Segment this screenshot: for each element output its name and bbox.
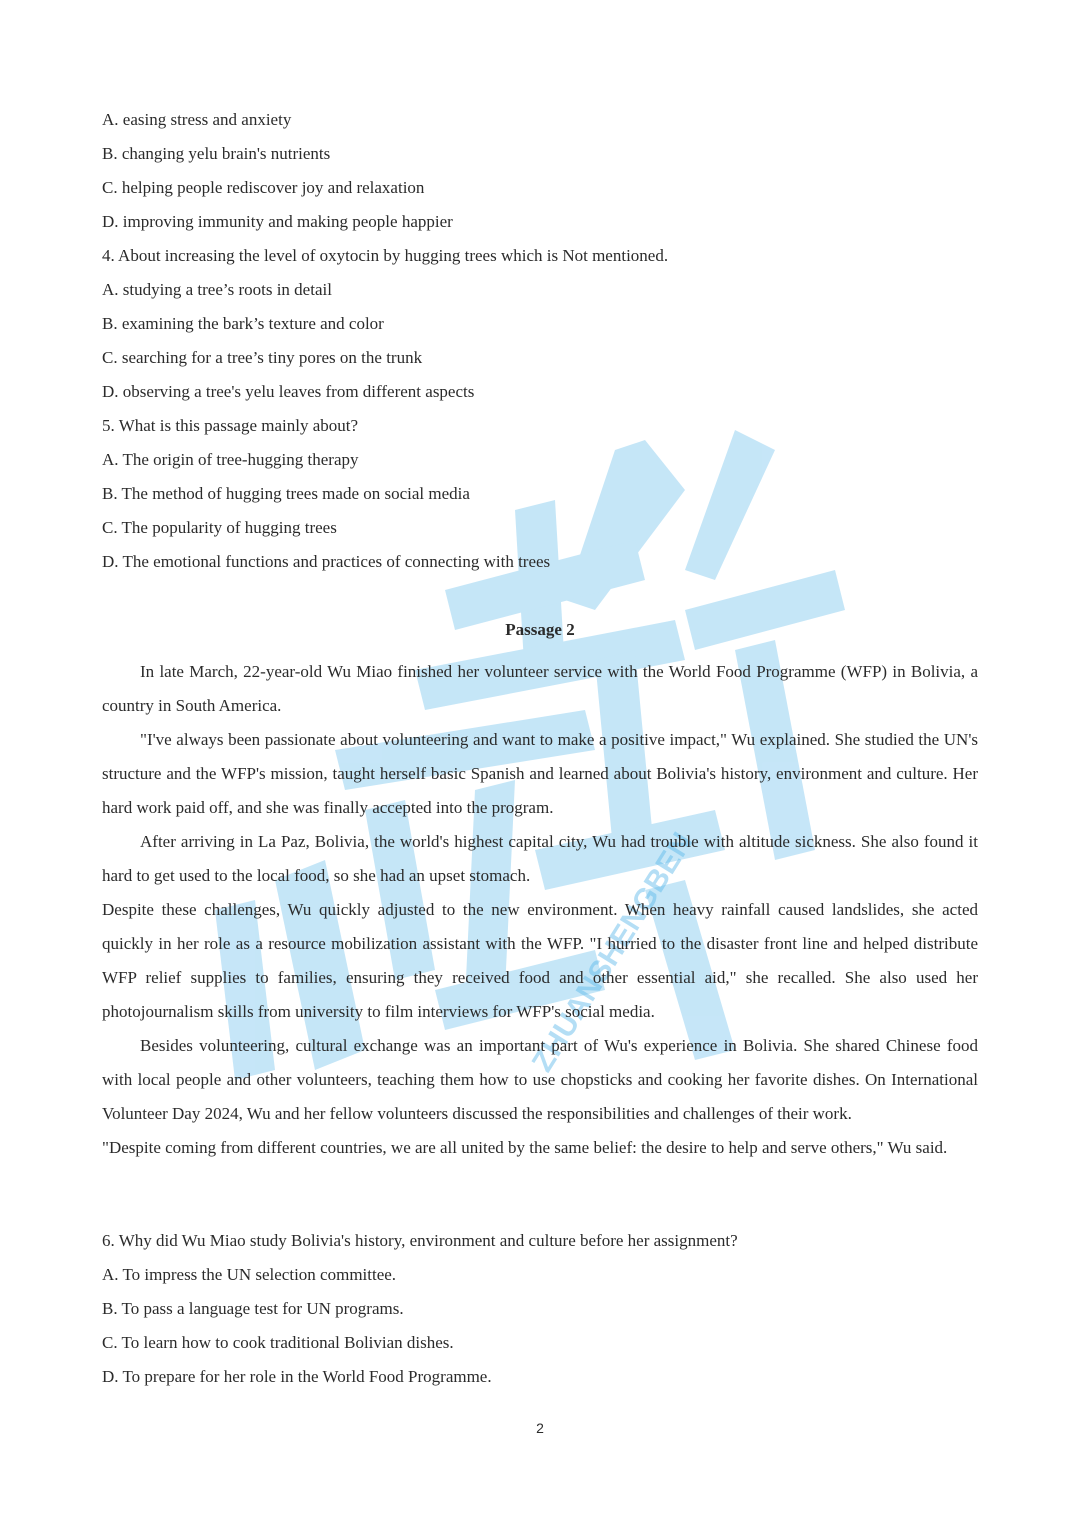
q4-option-b: B. examining the bark’s texture and color xyxy=(102,314,384,333)
passage-paragraph: After arriving in La Paz, Bolivia, the world's highest capital city, Wu had trouble with altitude sickness. She also found it hard to get used to the local food, so she had an upset stomach. xyxy=(102,832,978,885)
q5-option-a: A. The origin of tree-hugging therapy xyxy=(102,450,359,469)
q4-option-d: D. observing a tree's yelu leaves from different aspects xyxy=(102,382,475,401)
q5-stem: 5. What is this passage mainly about? xyxy=(102,416,359,435)
q6-option-c: C. To learn how to cook traditional Bolivian dishes. xyxy=(102,1333,454,1352)
q4-option-a: A. studying a tree’s roots in detail xyxy=(102,280,332,299)
passage-paragraph: Despite these challenges, Wu quickly adjusted to the new environment. When heavy rainfall caused landslides, she acted quickly in her role as a resource mobilization assistant with the WFP. "I hurried to the disaster front line and helped distribute WFP relief supplies to families, ensuring they received food and other essential aid," she recalled. She also used her photojournalism skills from university to film interviews for WFP's social media. xyxy=(102,900,978,1021)
q6-option-a: A. To impress the UN selection committee. xyxy=(102,1265,397,1284)
q6-option-d: D. To prepare for her role in the World Food Programme. xyxy=(102,1367,492,1386)
q3-option-a: A. easing stress and anxiety xyxy=(102,110,292,129)
passage-title: Passage 2 xyxy=(505,620,575,639)
passage-paragraph: "I've always been passionate about volunteering and want to make a positive impact," Wu explained. She studied the UN's structure and the WFP's mission, taught herself basic Spanish and learned about Bolivia's history, environment and culture. Her hard work paid off, and she was finally accepted into the program. xyxy=(102,730,978,817)
q3-option-c: C. helping people rediscover joy and relaxation xyxy=(102,178,425,197)
page-number: 2 xyxy=(536,1420,544,1436)
q3-option-b: B. changing yelu brain's nutrients xyxy=(102,144,331,163)
passage-body xyxy=(102,655,978,1165)
q5-option-c: C. The popularity of hugging trees xyxy=(102,518,337,537)
passage-paragraph: Besides volunteering, cultural exchange was an important part of Wu's experience in Bolivia. She shared Chinese food with local people and other volunteers, teaching them how to use chopsticks and cooking her favorite dishes. On International Volunteer Day 2024, Wu and her fellow volunteers discussed the responsibilities and challenges of their work. xyxy=(102,1036,978,1123)
q5-option-b: B. The method of hugging trees made on social media xyxy=(102,484,470,503)
q4-option-c: C. searching for a tree’s tiny pores on the trunk xyxy=(102,348,423,367)
watermark-text: ZHUANSHENGBEN xyxy=(525,826,700,1078)
q5-option-d: D. The emotional functions and practices of connecting with trees xyxy=(102,552,551,571)
q3-option-d: D. improving immunity and making people happier xyxy=(102,212,453,231)
q6-option-b: B. To pass a language test for UN programs. xyxy=(102,1299,404,1318)
q6-stem: 6. Why did Wu Miao study Bolivia's history, environment and culture before her assignment? xyxy=(102,1231,738,1250)
passage-paragraph: In late March, 22-year-old Wu Miao finished her volunteer service with the World Food Programme (WFP) in Bolivia, a country in South America. xyxy=(102,662,978,715)
passage-paragraph: "Despite coming from different countries, we are all united by the same belief: the desire to help and serve others," Wu said. xyxy=(102,1138,948,1157)
q4-stem: 4. About increasing the level of oxytocin by hugging trees which is Not mentioned. xyxy=(102,246,669,265)
